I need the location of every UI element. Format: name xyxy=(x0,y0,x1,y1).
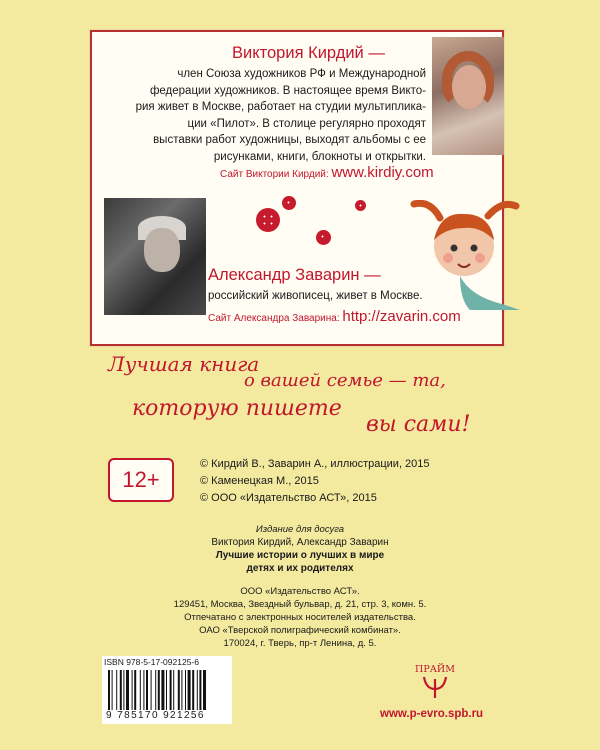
site-label: Сайт Виктории Кирдий: xyxy=(220,169,329,180)
barcode-bar xyxy=(108,670,110,710)
barcode-bar xyxy=(192,670,194,710)
girl-illustration xyxy=(410,200,520,310)
barcode-bar xyxy=(134,670,136,710)
barcode-bar xyxy=(197,670,198,710)
author2-bio: российский живописец, живет в Москве. xyxy=(208,290,423,302)
publisher-logo xyxy=(412,664,458,704)
barcode-bar xyxy=(146,670,148,710)
bio-line: федерации художников. В настоящее время Викто- xyxy=(149,84,426,97)
barcode-bar xyxy=(158,670,160,710)
barcode-bar xyxy=(166,670,167,710)
imprint-line: ООО «Издательство АСТ». xyxy=(240,586,360,597)
bio-line: ции «Пилот». В столице регулярно проходят xyxy=(187,117,426,130)
barcode-bar xyxy=(170,670,172,710)
author1-name: Виктория Кирдий — xyxy=(232,44,385,62)
barcode-bar xyxy=(199,670,201,710)
slogan-line-3: которую пишете xyxy=(132,396,342,421)
edition-title-line-2: детях и их родителях xyxy=(246,563,354,574)
polka-dot-decoration xyxy=(256,208,280,232)
barcode-bar xyxy=(151,670,152,710)
slogan-line-4: вы сами! xyxy=(366,412,471,437)
barcode-digits: 9 785170 921256 xyxy=(106,710,205,721)
publisher-website[interactable]: www.p-evro.spb.ru xyxy=(380,708,484,720)
barcode-bar xyxy=(143,670,144,710)
bio-line: рисунками, книги, блокноты и открытки. xyxy=(213,150,426,163)
barcode-bar xyxy=(123,670,124,710)
author1-bio xyxy=(108,66,426,165)
copyright-line: © Кирдий В., Заварин А., иллюстрации, 2015 xyxy=(200,458,430,470)
slogan-line-2: о вашей семье — та, xyxy=(244,370,446,391)
barcode-bars xyxy=(108,670,226,710)
barcode-bar xyxy=(112,670,113,710)
edition-title-line-1: Лучшие истории о лучших в мире xyxy=(215,550,385,561)
face xyxy=(144,228,180,272)
photo-viktoria-kirdiy xyxy=(432,37,504,155)
photo-aleksandr-zavarin xyxy=(104,198,206,315)
copyright-line: © ООО «Издательство АСТ», 2015 xyxy=(200,492,377,504)
polka-dot-decoration xyxy=(355,200,366,211)
site-label: Сайт Александра Заварина: xyxy=(208,313,340,324)
barcode-bar xyxy=(132,670,133,710)
author2-name: Александр Заварин — xyxy=(208,266,381,284)
bio-line: рия живет в Москве, работает на студии мультиплика- xyxy=(135,101,426,113)
age-rating-badge: 12+ xyxy=(108,458,174,502)
site-url[interactable]: www.kirdiy.com xyxy=(331,164,434,181)
barcode-bar xyxy=(155,670,156,710)
polka-dot-decoration xyxy=(316,230,331,245)
edition-type: Издание для досуга xyxy=(255,524,345,535)
publisher-emblem-icon xyxy=(420,675,450,699)
imprint-line: 129451, Москва, Звездный бульвар, д. 21, стр. 3, комн. 5. xyxy=(173,599,427,610)
barcode-bar xyxy=(120,670,122,710)
isbn: ISBN 978-5-17-092125-6 xyxy=(104,657,199,667)
author2-site xyxy=(208,308,461,325)
barcode-bar xyxy=(185,670,186,710)
author1-site xyxy=(220,164,434,181)
barcode-bar xyxy=(188,670,191,710)
face xyxy=(452,65,486,109)
barcode-bar xyxy=(178,670,180,710)
barcode-bar xyxy=(181,670,182,710)
slogan-line-1: Лучшая книга xyxy=(108,352,260,376)
imprint-line: ОАО «Тверской полиграфический комбинат». xyxy=(199,625,401,636)
barcode-bar xyxy=(173,670,174,710)
barcode xyxy=(102,656,232,724)
imprint-line: Отпечатано с электронных носителей издательства. xyxy=(184,612,416,623)
barcode-bar xyxy=(126,670,129,710)
barcode-bar xyxy=(140,670,141,710)
barcode-bar xyxy=(161,670,164,710)
barcode-bar xyxy=(116,670,117,710)
bio-line: член Союза художников РФ и Международной xyxy=(177,68,426,80)
imprint-line: 170024, г. Тверь, пр-т Ленина, д. 5. xyxy=(223,638,377,649)
barcode-bar xyxy=(203,670,206,710)
site-url[interactable]: http://zavarin.com xyxy=(342,308,461,325)
edition-authors: Виктория Кирдий, Александр Заварин xyxy=(211,537,389,548)
bio-line: выставки работ художницы, выходят альбомы с ее xyxy=(153,134,426,146)
polka-dot-decoration xyxy=(282,196,296,210)
publisher-logo-text: ПРАЙМ xyxy=(415,664,455,675)
copyright-line: © Каменецкая М., 2015 xyxy=(200,475,319,487)
